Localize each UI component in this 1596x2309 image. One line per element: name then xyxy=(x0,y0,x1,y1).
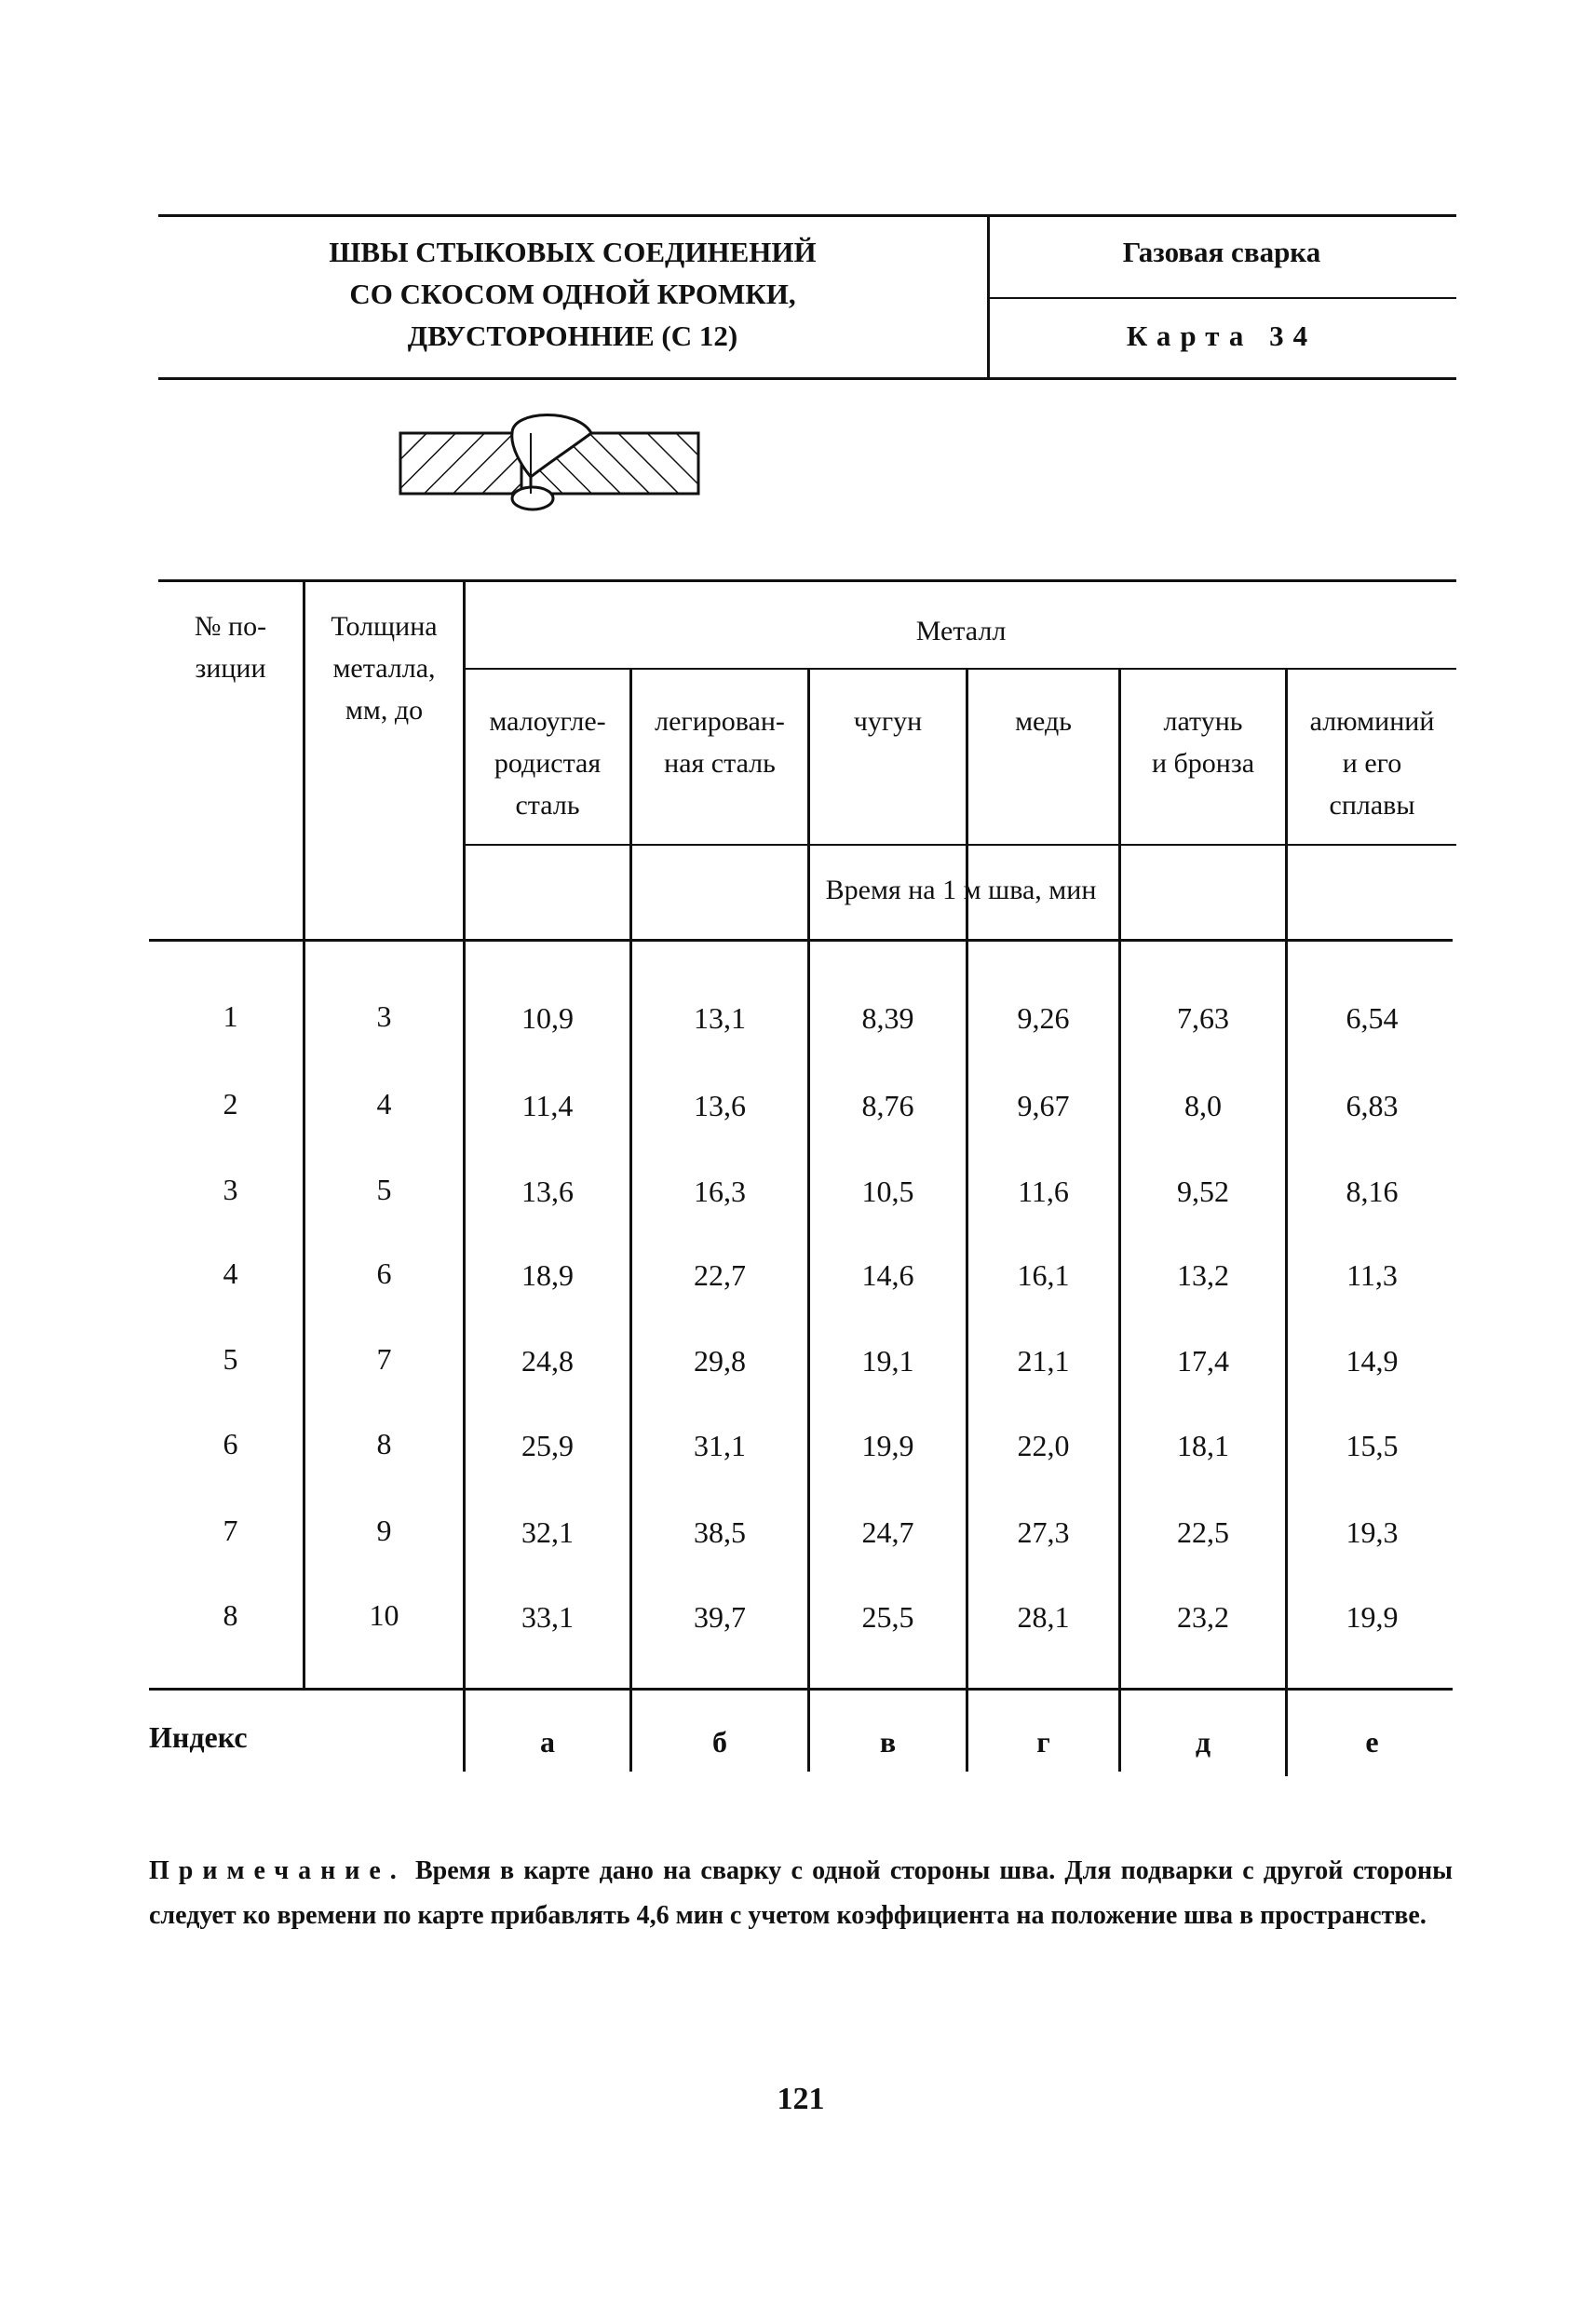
table-top-rule xyxy=(158,579,1456,582)
cell-time: 21,1 xyxy=(1017,1344,1070,1378)
cell-time: 16,3 xyxy=(694,1175,746,1208)
cell-time: 8,0 xyxy=(1184,1089,1222,1122)
cell-position: 7 xyxy=(223,1514,238,1547)
cell-time: 9,26 xyxy=(1017,1001,1070,1035)
note-text: Время в карте дано на сварку с одной стороны шва. Для подварки с другой стороны следует ко времени по карте прибавлять 4,6 мин с учетом коэффициента на положение шва в пространстве. xyxy=(149,1856,1453,1930)
cell-time: 11,4 xyxy=(521,1089,574,1122)
data-end-rule xyxy=(149,1688,1453,1691)
cell-thickness: 9 xyxy=(376,1514,392,1547)
cell-position: 2 xyxy=(223,1087,238,1121)
cell-position: 5 xyxy=(223,1342,238,1376)
cell-time: 10,9 xyxy=(521,1001,574,1035)
index-value: д xyxy=(1195,1725,1211,1759)
cell-time: 11,3 xyxy=(1346,1258,1398,1292)
index-value: е xyxy=(1365,1725,1379,1759)
cell-time: 39,7 xyxy=(694,1600,746,1634)
cell-time: 18,9 xyxy=(521,1258,574,1292)
index-value: а xyxy=(540,1725,555,1759)
metal-header-1: малоугле- родистая сталь xyxy=(489,706,606,821)
metal-group-header: Металл xyxy=(915,616,1007,646)
cell-thickness: 3 xyxy=(376,999,392,1033)
metal-header-5: латунь и бронза xyxy=(1151,706,1255,779)
cell-time: 10,5 xyxy=(861,1175,914,1208)
metal-group-rule xyxy=(466,668,1456,670)
cell-time: 15,5 xyxy=(1346,1429,1399,1462)
note-lead: Примечание. xyxy=(149,1856,406,1885)
cell-time: 6,83 xyxy=(1346,1089,1399,1122)
weld-bead-root xyxy=(512,487,553,509)
cell-time: 17,4 xyxy=(1177,1344,1229,1378)
cell-time: 22,5 xyxy=(1177,1515,1229,1549)
cell-thickness: 7 xyxy=(376,1342,392,1376)
cell-time: 32,1 xyxy=(521,1515,574,1549)
cell-time: 8,16 xyxy=(1346,1175,1399,1208)
cell-time: 19,1 xyxy=(861,1344,914,1378)
cell-position: 6 xyxy=(223,1427,238,1460)
cell-time: 22,7 xyxy=(694,1258,746,1292)
cell-time: 38,5 xyxy=(694,1515,746,1549)
index-value: б xyxy=(712,1725,727,1759)
cell-time: 13,1 xyxy=(694,1001,746,1035)
cell-time: 13,2 xyxy=(1177,1258,1229,1292)
cell-time: 18,1 xyxy=(1177,1429,1229,1462)
cell-time: 9,67 xyxy=(1017,1089,1070,1122)
cell-time: 19,9 xyxy=(861,1429,914,1462)
metal-names-rule xyxy=(466,844,1456,846)
cell-time: 14,6 xyxy=(861,1258,914,1292)
cell-time: 11,6 xyxy=(1018,1175,1069,1208)
page-number: 121 xyxy=(777,2082,825,2116)
cell-time: 27,3 xyxy=(1017,1515,1070,1549)
card-title-line-2: СО СКОСОМ ОДНОЙ КРОМКИ, xyxy=(349,278,796,310)
cell-time: 16,1 xyxy=(1017,1258,1070,1292)
cell-time: 23,2 xyxy=(1177,1600,1229,1634)
cell-time: 24,8 xyxy=(521,1344,574,1378)
header-right-rule xyxy=(989,297,1456,299)
cell-time: 13,6 xyxy=(521,1175,574,1208)
cell-time: 13,6 xyxy=(694,1089,746,1122)
cell-time: 7,63 xyxy=(1177,1001,1229,1035)
card-title-line-3: ДВУСТОРОННИЕ (С 12) xyxy=(407,319,738,352)
index-value: г xyxy=(1036,1725,1050,1759)
welding-process: Газовая сварка xyxy=(1122,236,1321,268)
cell-thickness: 10 xyxy=(369,1598,399,1632)
cell-time: 25,9 xyxy=(521,1429,574,1462)
metal-header-3: чугун xyxy=(853,706,923,737)
cell-time: 19,3 xyxy=(1346,1515,1399,1549)
cell-time: 31,1 xyxy=(694,1429,746,1462)
cell-position: 1 xyxy=(223,999,238,1033)
cell-thickness: 6 xyxy=(376,1256,392,1290)
left-plate xyxy=(400,433,521,494)
cell-thickness: 8 xyxy=(376,1427,392,1460)
index-label: Индекс xyxy=(149,1720,248,1754)
cell-time: 8,39 xyxy=(861,1001,914,1035)
col-thickness-header: Толщина металла, мм, до xyxy=(331,611,438,726)
header-bottom-rule xyxy=(158,377,1456,380)
card-title xyxy=(158,231,987,357)
time-label: Время на 1 м шва, мин xyxy=(825,875,1097,905)
cell-time: 19,9 xyxy=(1346,1600,1399,1634)
cell-time: 33,1 xyxy=(521,1600,574,1634)
metal-header-4: медь xyxy=(1015,706,1072,737)
cell-time: 8,76 xyxy=(861,1089,914,1122)
cell-time: 29,8 xyxy=(694,1344,746,1378)
metal-header-2: легирован- ная сталь xyxy=(655,706,785,779)
cell-time: 9,52 xyxy=(1177,1175,1229,1208)
col-position-header: № по- зиции xyxy=(194,611,267,684)
cell-time: 25,5 xyxy=(861,1600,914,1634)
cell-time: 24,7 xyxy=(861,1515,914,1549)
cell-time: 6,54 xyxy=(1346,1001,1399,1035)
cell-position: 3 xyxy=(223,1173,238,1206)
cell-time: 14,9 xyxy=(1346,1344,1399,1378)
cell-thickness: 5 xyxy=(376,1173,392,1206)
note xyxy=(149,1849,1453,1938)
cell-position: 4 xyxy=(223,1256,238,1290)
metal-header-6: алюминий и его сплавы xyxy=(1309,706,1435,821)
card-title-line-1: ШВЫ СТЫКОВЫХ СОЕДИНЕНИЙ xyxy=(329,236,817,268)
header-end-rule xyxy=(149,939,1453,942)
cell-time: 22,0 xyxy=(1017,1429,1070,1462)
header-top-rule xyxy=(158,214,1456,217)
weld-joint-sketch xyxy=(391,410,708,512)
index-value: в xyxy=(879,1725,897,1759)
cell-position: 8 xyxy=(223,1598,238,1632)
cell-thickness: 4 xyxy=(376,1087,392,1121)
cell-time: 28,1 xyxy=(1017,1600,1070,1634)
card-number: Карта 34 xyxy=(1126,319,1318,352)
